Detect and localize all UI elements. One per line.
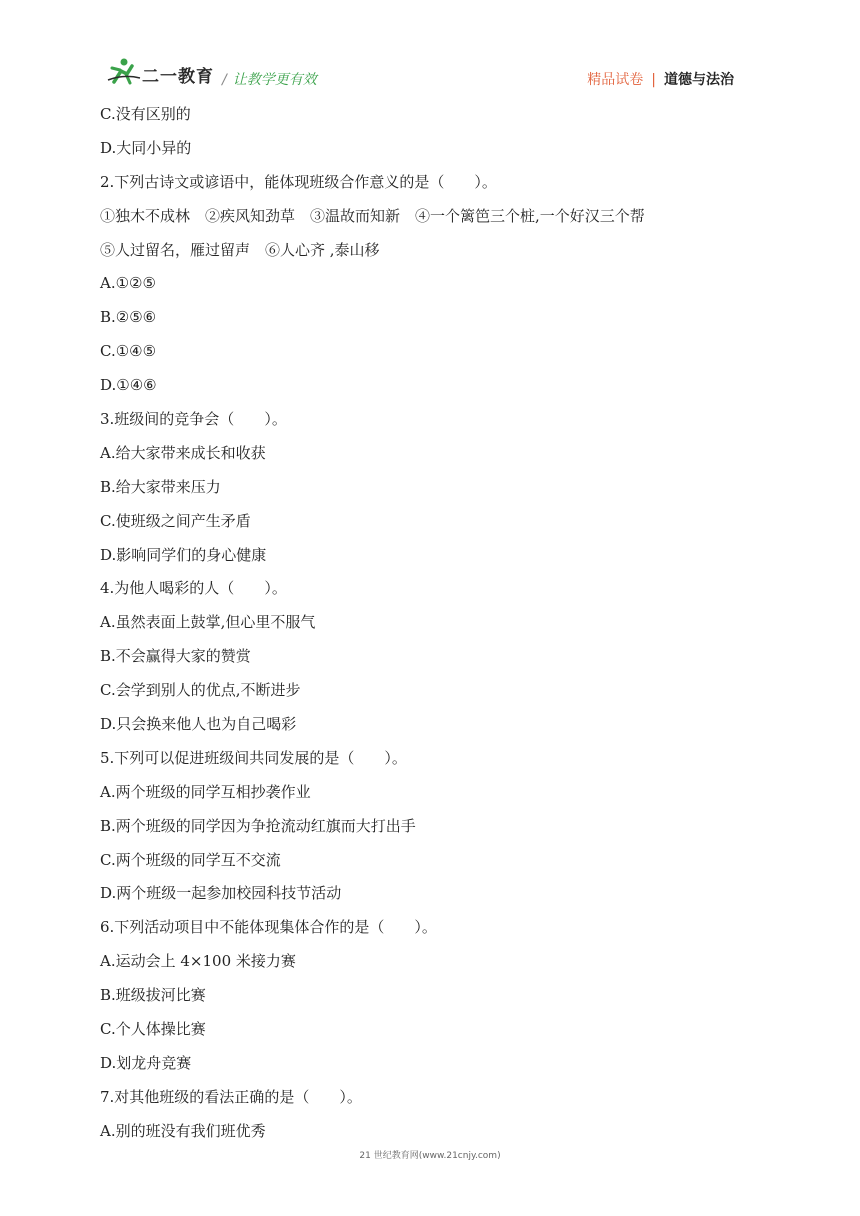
option-line: B.②⑤⑥ bbox=[100, 308, 157, 327]
option-line: A.给大家带来成长和收获 bbox=[100, 443, 266, 462]
slogan-text: 让教学更有效 bbox=[232, 72, 317, 88]
option-line: B.给大家带来压力 bbox=[100, 477, 221, 496]
option-line: B.不会赢得大家的赞赏 bbox=[100, 647, 251, 666]
option-line: A.运动会上 4×100 米接力赛 bbox=[100, 952, 296, 971]
question-stem: 6.下列活动项目中不能体现集体合作的是（ ）。 bbox=[100, 918, 437, 937]
slogan: / 让教学更有效 bbox=[222, 72, 317, 88]
question-stem: 7.对其他班级的看法正确的是（ ）。 bbox=[100, 1087, 362, 1106]
option-line: C.个人体操比赛 bbox=[100, 1020, 206, 1039]
text-line: C.没有区别的 bbox=[100, 105, 191, 123]
option-line: A.虽然表面上鼓掌,但心里不服气 bbox=[100, 613, 316, 632]
header-tags bbox=[587, 69, 734, 89]
option-line: C.使班级之间产生矛盾 bbox=[100, 511, 251, 530]
paper-tag: 精品试卷 bbox=[587, 72, 644, 88]
option-line: D.①④⑥ bbox=[100, 376, 157, 395]
tag-separator: | bbox=[651, 72, 656, 88]
text-line: D.大同小异的 bbox=[100, 138, 192, 157]
page-header bbox=[0, 0, 860, 100]
option-line: B.班级拔河比赛 bbox=[100, 986, 206, 1005]
question-content bbox=[100, 98, 760, 1149]
option-line: C.两个班级的同学互不交流 bbox=[100, 850, 281, 869]
option-line: C.会学到别人的优点,不断进步 bbox=[100, 681, 301, 700]
option-line: D.两个班级一起参加校园科技节活动 bbox=[100, 884, 342, 903]
option-line: A.①②⑤ bbox=[100, 274, 156, 293]
text-line: ①独木不成林 ②疾风知劲草 ③温故而知新 ④一个篱笆三个桩,一个好汉三个帮 bbox=[100, 206, 645, 225]
text-line: ⑤人过留名，雁过留声 ⑥人心齐 ,泰山移 bbox=[100, 240, 380, 259]
question-stem: 4.为他人喝彩的人（ ）。 bbox=[100, 579, 287, 598]
question-stem: 2.下列古诗文或谚语中，能体现班级合作意义的是（ ）。 bbox=[100, 172, 497, 191]
option-line: D.影响同学们的身心健康 bbox=[100, 545, 267, 564]
subject-label: 道德与法治 bbox=[664, 72, 734, 88]
option-line: A.两个班级的同学互相抄袭作业 bbox=[100, 782, 311, 801]
question-stem: 5.下列可以促进班级间共同发展的是（ ）。 bbox=[100, 748, 407, 767]
page-footer: 21 世纪教育网(www.21cnjy.com) bbox=[359, 1151, 501, 1161]
logo-text: 二一教育 bbox=[142, 67, 214, 87]
option-line: D.只会换来他人也为自己喝彩 bbox=[100, 715, 297, 734]
question-stem: 3.班级间的竞争会（ ）。 bbox=[100, 410, 287, 429]
option-line: C.①④⑤ bbox=[100, 342, 157, 361]
option-line: D.划龙舟竞赛 bbox=[100, 1053, 192, 1072]
option-line: A.别的班没有我们班优秀 bbox=[100, 1121, 266, 1140]
option-line: B.两个班级的同学因为争抢流动红旗而大打出手 bbox=[100, 816, 416, 835]
